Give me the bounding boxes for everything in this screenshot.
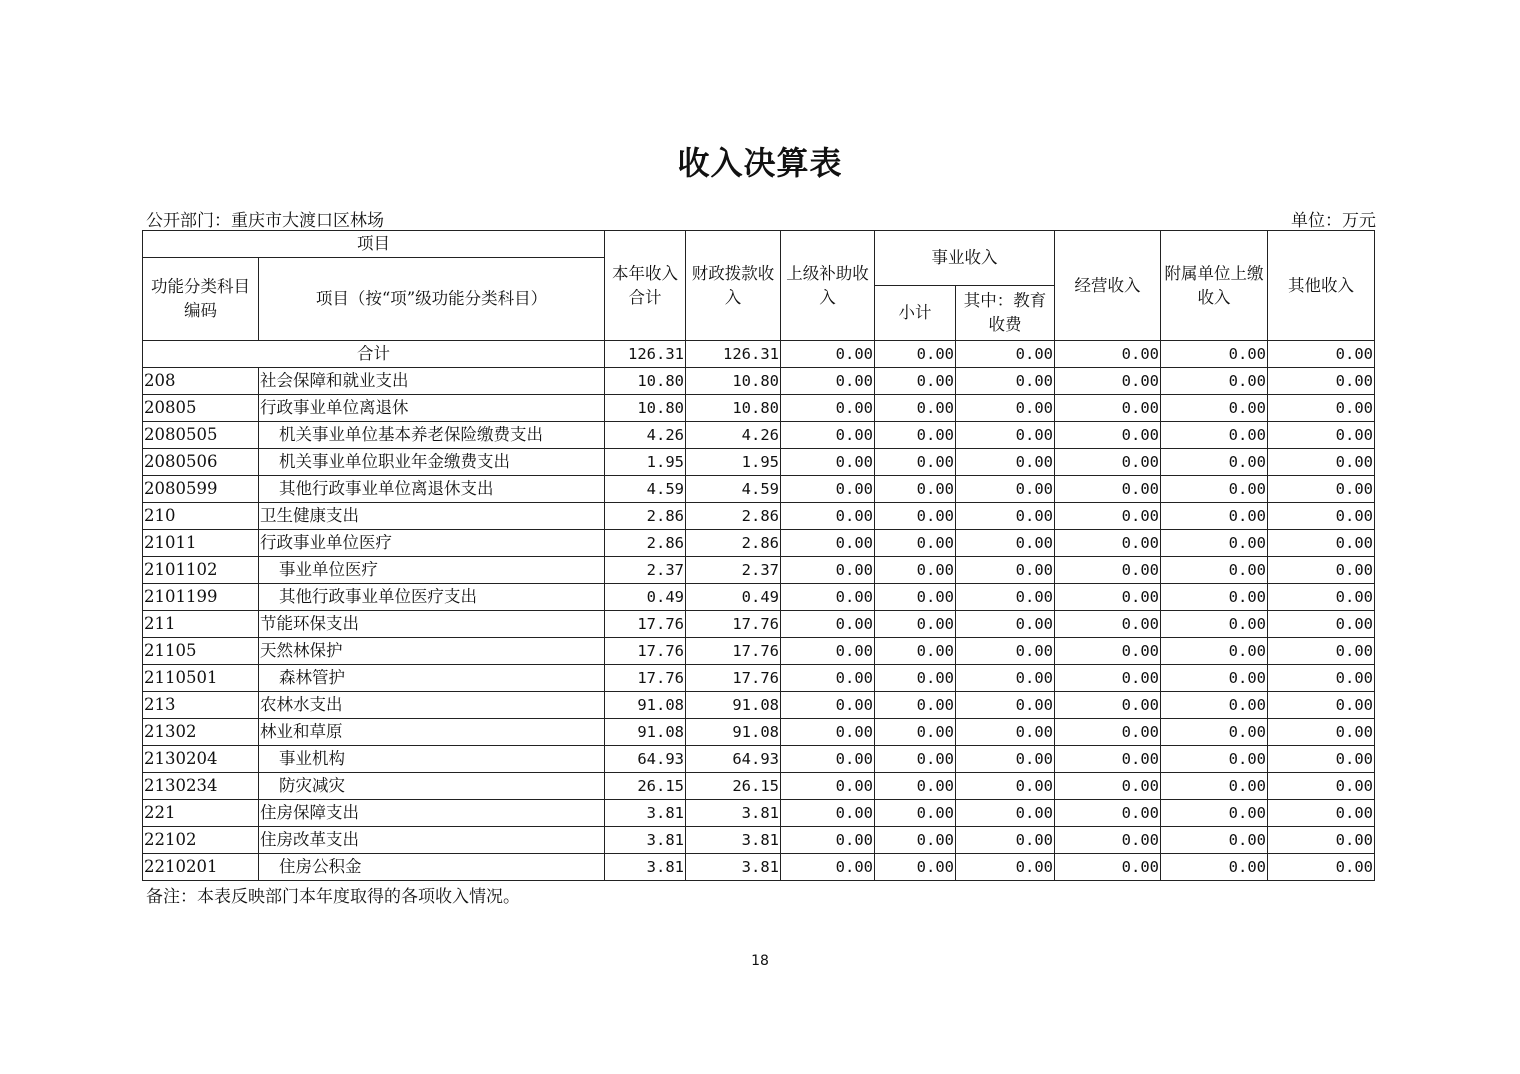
- table-header: [143, 231, 1375, 341]
- header-business-edu: 其中：教育收费: [956, 286, 1055, 341]
- value-cell: 0.00: [875, 854, 956, 881]
- value-cell: 0.00: [875, 557, 956, 584]
- func-code-cell: 210: [143, 503, 259, 530]
- value-cell: 0.00: [1161, 692, 1268, 719]
- header-business-group: 事业收入: [875, 231, 1055, 286]
- value-cell: 0.00: [956, 503, 1055, 530]
- value-cell: 0.00: [1161, 638, 1268, 665]
- total-cell: 126.31: [686, 341, 781, 368]
- value-cell: 0.00: [1268, 368, 1375, 395]
- value-cell: 0.00: [1161, 530, 1268, 557]
- value-cell: 0.00: [875, 476, 956, 503]
- value-cell: 26.15: [686, 773, 781, 800]
- value-cell: 4.26: [686, 422, 781, 449]
- table-row: [143, 530, 1375, 557]
- func-code-cell: 21105: [143, 638, 259, 665]
- total-label: 合计: [143, 341, 605, 368]
- total-cell: 0.00: [875, 341, 956, 368]
- value-cell: 0.00: [1268, 800, 1375, 827]
- func-code-cell: 221: [143, 800, 259, 827]
- value-cell: 0.00: [781, 557, 875, 584]
- value-cell: 0.00: [1268, 827, 1375, 854]
- value-cell: 4.26: [605, 422, 686, 449]
- header-affiliated: 附属单位上缴收入: [1161, 231, 1268, 341]
- value-cell: 91.08: [686, 692, 781, 719]
- value-cell: 0.00: [1161, 611, 1268, 638]
- table-row: [143, 854, 1375, 881]
- table-row: [143, 503, 1375, 530]
- value-cell: 0.00: [875, 800, 956, 827]
- value-cell: 0.00: [875, 719, 956, 746]
- total-cell: 0.00: [781, 341, 875, 368]
- value-cell: 0.00: [1055, 827, 1161, 854]
- value-cell: 0.49: [605, 584, 686, 611]
- func-name-cell: 森林管护: [259, 665, 605, 692]
- value-cell: 0.00: [1161, 503, 1268, 530]
- value-cell: 0.00: [956, 854, 1055, 881]
- value-cell: 0.00: [781, 638, 875, 665]
- value-cell: 0.00: [956, 719, 1055, 746]
- value-cell: 0.00: [875, 368, 956, 395]
- value-cell: 0.00: [1268, 665, 1375, 692]
- func-code-cell: 2080506: [143, 449, 259, 476]
- table-row: [143, 476, 1375, 503]
- value-cell: 10.80: [686, 395, 781, 422]
- func-name-cell: 住房保障支出: [259, 800, 605, 827]
- value-cell: 0.00: [781, 503, 875, 530]
- value-cell: 0.00: [956, 611, 1055, 638]
- header-project: 项目: [143, 231, 605, 258]
- footnote: 备注：本表反映部门本年度取得的各项收入情况。: [146, 887, 520, 907]
- header-operating: 经营收入: [1055, 231, 1161, 341]
- value-cell: 0.00: [1268, 422, 1375, 449]
- table-row: [143, 692, 1375, 719]
- value-cell: 10.80: [605, 368, 686, 395]
- value-cell: 0.00: [781, 368, 875, 395]
- value-cell: 0.00: [1161, 800, 1268, 827]
- func-code-cell: 2080505: [143, 422, 259, 449]
- value-cell: 0.00: [1268, 584, 1375, 611]
- value-cell: 0.49: [686, 584, 781, 611]
- table-row: [143, 368, 1375, 395]
- value-cell: 0.00: [1055, 395, 1161, 422]
- func-name-cell: 行政事业单位医疗: [259, 530, 605, 557]
- value-cell: 0.00: [1055, 638, 1161, 665]
- value-cell: 0.00: [875, 584, 956, 611]
- value-cell: 0.00: [875, 746, 956, 773]
- header-total: 本年收入合计: [605, 231, 686, 341]
- value-cell: 0.00: [956, 800, 1055, 827]
- total-row: [143, 341, 1375, 368]
- value-cell: 0.00: [781, 854, 875, 881]
- value-cell: 0.00: [1055, 800, 1161, 827]
- unit-label: 单位：万元: [1291, 211, 1376, 231]
- value-cell: 0.00: [1268, 638, 1375, 665]
- func-code-cell: 2210201: [143, 854, 259, 881]
- value-cell: 0.00: [1161, 476, 1268, 503]
- func-name-cell: 事业机构: [259, 746, 605, 773]
- value-cell: 0.00: [1055, 368, 1161, 395]
- header-func-code: 功能分类科目编码: [143, 258, 259, 341]
- value-cell: 0.00: [1161, 827, 1268, 854]
- value-cell: 0.00: [956, 368, 1055, 395]
- value-cell: 0.00: [956, 584, 1055, 611]
- value-cell: 17.76: [605, 638, 686, 665]
- income-table: [142, 230, 1375, 881]
- value-cell: 2.37: [605, 557, 686, 584]
- value-cell: 0.00: [875, 692, 956, 719]
- value-cell: 0.00: [1268, 503, 1375, 530]
- func-code-cell: 22102: [143, 827, 259, 854]
- total-cell: 0.00: [1268, 341, 1375, 368]
- value-cell: 0.00: [956, 692, 1055, 719]
- table-body: [143, 341, 1375, 881]
- func-code-cell: 2110501: [143, 665, 259, 692]
- value-cell: 3.81: [605, 800, 686, 827]
- value-cell: 4.59: [605, 476, 686, 503]
- value-cell: 0.00: [956, 827, 1055, 854]
- header-func-name: 项目（按“项”级功能分类科目）: [259, 258, 605, 341]
- func-code-cell: 213: [143, 692, 259, 719]
- value-cell: 0.00: [1055, 422, 1161, 449]
- total-cell: 0.00: [1161, 341, 1268, 368]
- value-cell: 0.00: [875, 773, 956, 800]
- value-cell: 0.00: [956, 395, 1055, 422]
- value-cell: 0.00: [1055, 449, 1161, 476]
- value-cell: 3.81: [686, 854, 781, 881]
- value-cell: 0.00: [956, 665, 1055, 692]
- value-cell: 0.00: [1055, 476, 1161, 503]
- value-cell: 17.76: [686, 638, 781, 665]
- value-cell: 0.00: [1268, 395, 1375, 422]
- total-cell: 0.00: [1055, 341, 1161, 368]
- value-cell: 0.00: [956, 530, 1055, 557]
- value-cell: 0.00: [956, 773, 1055, 800]
- value-cell: 0.00: [781, 773, 875, 800]
- value-cell: 0.00: [781, 530, 875, 557]
- func-name-cell: 农林水支出: [259, 692, 605, 719]
- func-code-cell: 2130234: [143, 773, 259, 800]
- value-cell: 0.00: [781, 611, 875, 638]
- table-row: [143, 773, 1375, 800]
- department-label: 公开部门：重庆市大渡口区林场: [146, 211, 384, 231]
- header-superior: 上级补助收入: [781, 231, 875, 341]
- value-cell: 1.95: [686, 449, 781, 476]
- header-fiscal: 财政拨款收入: [686, 231, 781, 341]
- value-cell: 0.00: [781, 665, 875, 692]
- value-cell: 0.00: [1161, 746, 1268, 773]
- value-cell: 10.80: [605, 395, 686, 422]
- value-cell: 0.00: [1055, 746, 1161, 773]
- value-cell: 0.00: [1268, 476, 1375, 503]
- value-cell: 0.00: [1055, 773, 1161, 800]
- value-cell: 0.00: [781, 449, 875, 476]
- value-cell: 0.00: [1161, 665, 1268, 692]
- value-cell: 3.81: [605, 827, 686, 854]
- total-cell: 126.31: [605, 341, 686, 368]
- func-name-cell: 节能环保支出: [259, 611, 605, 638]
- table-row: [143, 719, 1375, 746]
- value-cell: 0.00: [1055, 584, 1161, 611]
- value-cell: 0.00: [875, 611, 956, 638]
- value-cell: 0.00: [1161, 719, 1268, 746]
- func-name-cell: 社会保障和就业支出: [259, 368, 605, 395]
- func-name-cell: 其他行政事业单位离退休支出: [259, 476, 605, 503]
- value-cell: 0.00: [1161, 557, 1268, 584]
- value-cell: 0.00: [875, 422, 956, 449]
- value-cell: 0.00: [1268, 746, 1375, 773]
- value-cell: 0.00: [956, 638, 1055, 665]
- value-cell: 0.00: [875, 449, 956, 476]
- value-cell: 0.00: [781, 476, 875, 503]
- value-cell: 0.00: [1268, 530, 1375, 557]
- value-cell: 0.00: [781, 719, 875, 746]
- value-cell: 2.37: [686, 557, 781, 584]
- value-cell: 0.00: [1055, 665, 1161, 692]
- table-row: [143, 638, 1375, 665]
- value-cell: 2.86: [686, 503, 781, 530]
- value-cell: 0.00: [956, 557, 1055, 584]
- value-cell: 0.00: [1268, 692, 1375, 719]
- value-cell: 64.93: [605, 746, 686, 773]
- func-code-cell: 2101199: [143, 584, 259, 611]
- value-cell: 0.00: [875, 827, 956, 854]
- value-cell: 2.86: [686, 530, 781, 557]
- value-cell: 2.86: [605, 503, 686, 530]
- value-cell: 17.76: [686, 611, 781, 638]
- table-row: [143, 557, 1375, 584]
- value-cell: 2.86: [605, 530, 686, 557]
- value-cell: 0.00: [956, 746, 1055, 773]
- table-row: [143, 395, 1375, 422]
- func-code-cell: 2130204: [143, 746, 259, 773]
- value-cell: 0.00: [1055, 557, 1161, 584]
- table-row: [143, 584, 1375, 611]
- func-name-cell: 住房公积金: [259, 854, 605, 881]
- value-cell: 0.00: [781, 827, 875, 854]
- value-cell: 1.95: [605, 449, 686, 476]
- table-row: [143, 449, 1375, 476]
- value-cell: 91.08: [605, 692, 686, 719]
- func-code-cell: 208: [143, 368, 259, 395]
- value-cell: 17.76: [605, 665, 686, 692]
- value-cell: 0.00: [781, 584, 875, 611]
- value-cell: 4.59: [686, 476, 781, 503]
- value-cell: 3.81: [686, 800, 781, 827]
- func-name-cell: 住房改革支出: [259, 827, 605, 854]
- value-cell: 17.76: [686, 665, 781, 692]
- value-cell: 26.15: [605, 773, 686, 800]
- table-row: [143, 611, 1375, 638]
- value-cell: 0.00: [1161, 422, 1268, 449]
- value-cell: 3.81: [686, 827, 781, 854]
- func-name-cell: 防灾减灾: [259, 773, 605, 800]
- value-cell: 17.76: [605, 611, 686, 638]
- value-cell: 0.00: [1055, 503, 1161, 530]
- func-code-cell: 2101102: [143, 557, 259, 584]
- value-cell: 10.80: [686, 368, 781, 395]
- func-code-cell: 21302: [143, 719, 259, 746]
- value-cell: 0.00: [875, 503, 956, 530]
- value-cell: 0.00: [1055, 719, 1161, 746]
- value-cell: 0.00: [1055, 611, 1161, 638]
- value-cell: 0.00: [1268, 449, 1375, 476]
- func-name-cell: 行政事业单位离退休: [259, 395, 605, 422]
- func-name-cell: 天然林保护: [259, 638, 605, 665]
- value-cell: 64.93: [686, 746, 781, 773]
- table-row: [143, 827, 1375, 854]
- value-cell: 0.00: [1055, 692, 1161, 719]
- value-cell: 0.00: [1268, 719, 1375, 746]
- value-cell: 0.00: [1055, 854, 1161, 881]
- value-cell: 0.00: [781, 395, 875, 422]
- func-name-cell: 卫生健康支出: [259, 503, 605, 530]
- func-name-cell: 其他行政事业单位医疗支出: [259, 584, 605, 611]
- value-cell: 0.00: [956, 449, 1055, 476]
- value-cell: 0.00: [1161, 584, 1268, 611]
- value-cell: 0.00: [1161, 449, 1268, 476]
- value-cell: 0.00: [1161, 854, 1268, 881]
- value-cell: 0.00: [956, 476, 1055, 503]
- value-cell: 3.81: [605, 854, 686, 881]
- value-cell: 0.00: [1161, 395, 1268, 422]
- value-cell: 91.08: [686, 719, 781, 746]
- page-number: 18: [751, 953, 769, 969]
- func-code-cell: 211: [143, 611, 259, 638]
- value-cell: 0.00: [1268, 557, 1375, 584]
- func-code-cell: 20805: [143, 395, 259, 422]
- value-cell: 0.00: [875, 530, 956, 557]
- header-other: 其他收入: [1268, 231, 1375, 341]
- total-cell: 0.00: [956, 341, 1055, 368]
- value-cell: 0.00: [875, 638, 956, 665]
- value-cell: 0.00: [781, 800, 875, 827]
- value-cell: 0.00: [781, 422, 875, 449]
- value-cell: 0.00: [1161, 773, 1268, 800]
- value-cell: 0.00: [781, 746, 875, 773]
- value-cell: 0.00: [875, 395, 956, 422]
- table-row: [143, 422, 1375, 449]
- func-name-cell: 事业单位医疗: [259, 557, 605, 584]
- header-business-subtotal: 小计: [875, 286, 956, 341]
- func-name-cell: 机关事业单位职业年金缴费支出: [259, 449, 605, 476]
- func-code-cell: 21011: [143, 530, 259, 557]
- value-cell: 0.00: [1161, 368, 1268, 395]
- value-cell: 0.00: [1268, 611, 1375, 638]
- value-cell: 0.00: [1268, 773, 1375, 800]
- table-row: [143, 746, 1375, 773]
- value-cell: 91.08: [605, 719, 686, 746]
- value-cell: 0.00: [875, 665, 956, 692]
- value-cell: 0.00: [1268, 854, 1375, 881]
- value-cell: 0.00: [781, 692, 875, 719]
- func-name-cell: 林业和草原: [259, 719, 605, 746]
- value-cell: 0.00: [1055, 530, 1161, 557]
- table-row: [143, 665, 1375, 692]
- func-name-cell: 机关事业单位基本养老保险缴费支出: [259, 422, 605, 449]
- page-title: 收入决算表: [677, 144, 843, 182]
- table-row: [143, 800, 1375, 827]
- value-cell: 0.00: [956, 422, 1055, 449]
- func-code-cell: 2080599: [143, 476, 259, 503]
